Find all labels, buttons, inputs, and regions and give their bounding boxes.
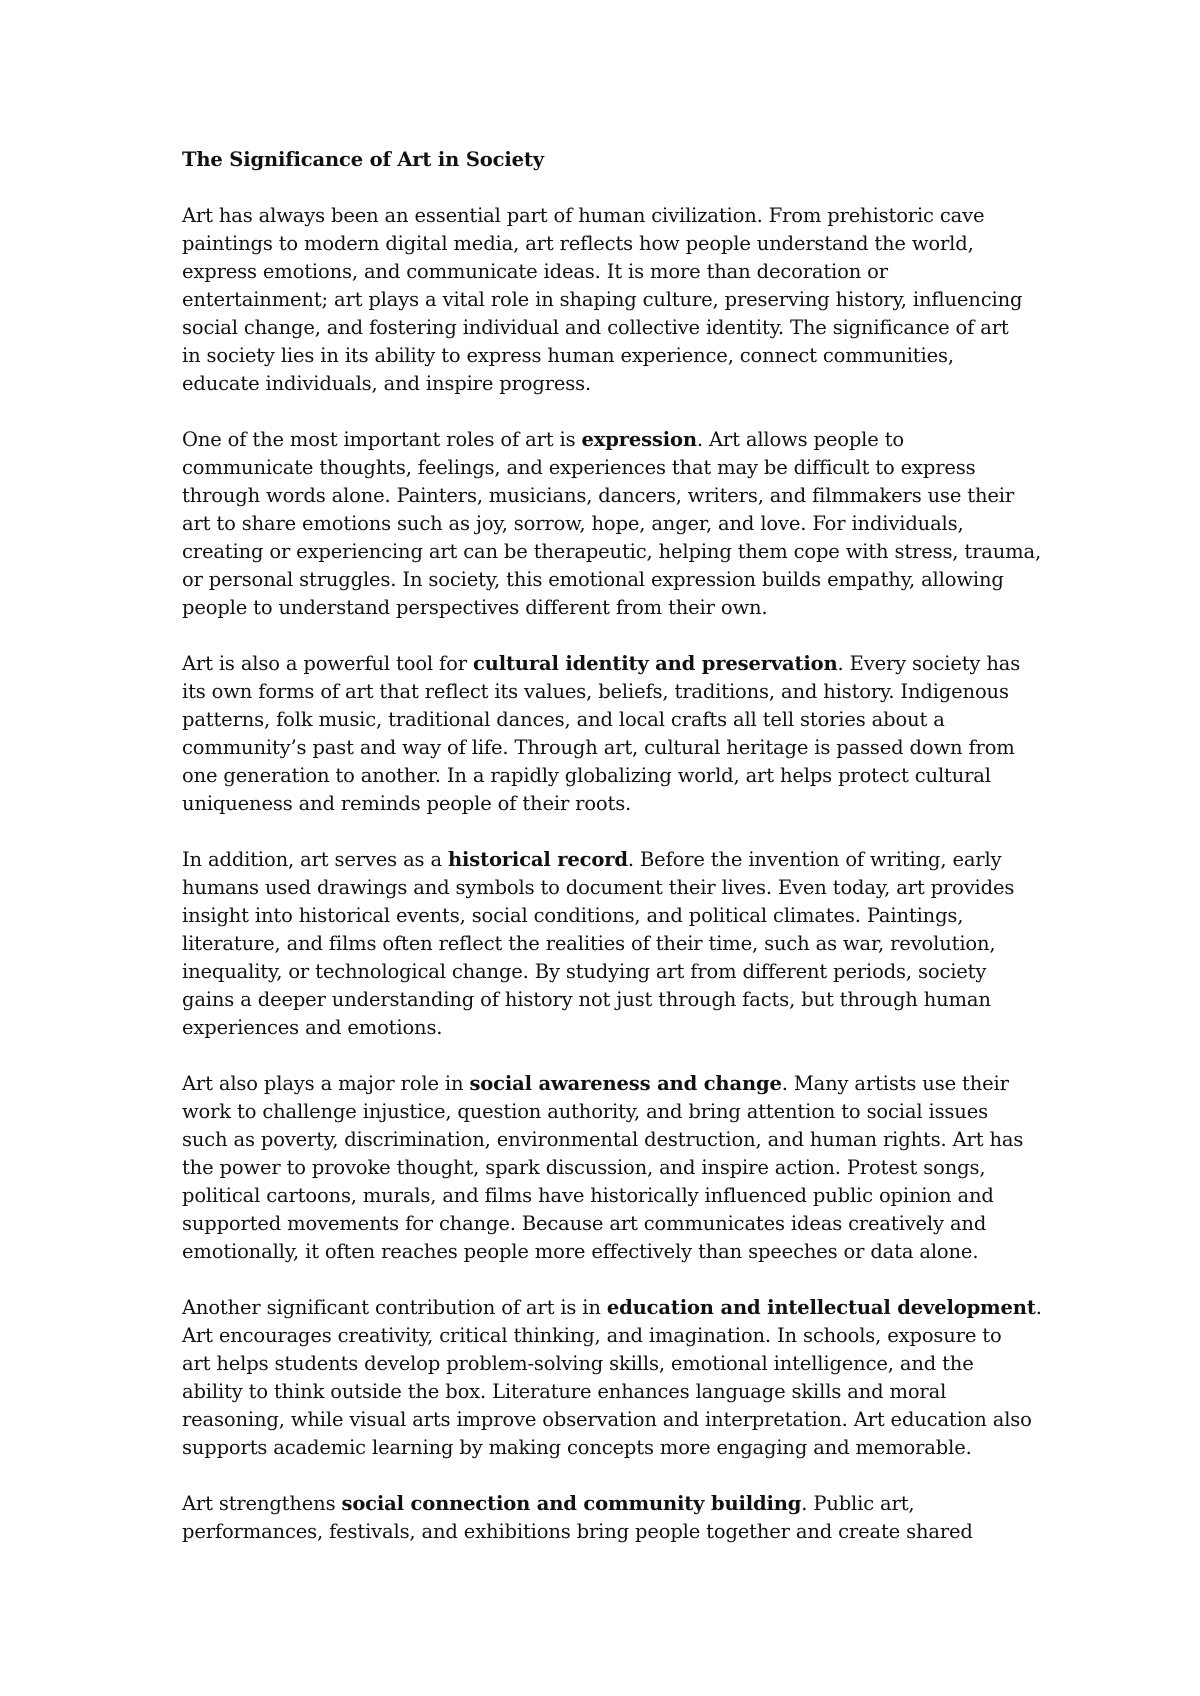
text-run: social change, and fostering individual and collective identity. The significance of art: [182, 316, 1009, 339]
text-run: performances, festivals, and exhibitions bring people together and create shared: [182, 1520, 973, 1543]
paragraph: [182, 846, 1042, 1042]
text-run: such as poverty, discrimination, environmental destruction, and human rights. Art has: [182, 1128, 1024, 1151]
text-run: art helps students develop problem-solving skills, emotional intelligence, and the: [182, 1352, 974, 1375]
text-run: .: [1035, 1296, 1042, 1319]
text-run: supported movements for change. Because art communicates ideas creatively and: [182, 1212, 987, 1235]
text-line: [182, 286, 1042, 314]
text-run: community’s past and way of life. Through art, cultural heritage is passed down from: [182, 736, 1015, 759]
text-line: [182, 678, 1042, 706]
text-line: [182, 1322, 1042, 1350]
text-line: [182, 874, 1042, 902]
text-line: [182, 1518, 1042, 1546]
text-run: uniqueness and reminds people of their roots.: [182, 792, 632, 815]
text-run: insight into historical events, social conditions, and political climates. Paintings,: [182, 904, 964, 927]
bold-phrase: cultural identity and preservation: [472, 652, 838, 675]
text-line: [182, 1406, 1042, 1434]
text-line: [182, 930, 1042, 958]
text-line: [182, 314, 1042, 342]
text-run: gains a deeper understanding of history not just through facts, but through human: [182, 988, 991, 1011]
bold-phrase: social connection and community building: [341, 1492, 802, 1515]
text-run: entertainment; art plays a vital role in shaping culture, preserving history, influencing: [182, 288, 1023, 311]
text-run: creating or experiencing art can be therapeutic, helping them cope with stress, trauma,: [182, 540, 1042, 563]
text-line: [182, 202, 1042, 230]
text-run: people to understand perspectives different from their own.: [182, 596, 768, 619]
text-line: [182, 1070, 1042, 1098]
text-line: [182, 1126, 1042, 1154]
text-line: [182, 482, 1042, 510]
bold-phrase: education and intellectual development: [606, 1296, 1036, 1319]
text-line: [182, 706, 1042, 734]
text-run: Art strengthens: [182, 1492, 342, 1515]
text-run: One of the most important roles of art is: [182, 428, 582, 451]
text-run: political cartoons, murals, and films have historically influenced public opinion and: [182, 1184, 994, 1207]
paragraph-list: [182, 202, 1042, 1546]
text-line: [182, 1434, 1042, 1462]
text-line: [182, 1182, 1042, 1210]
text-line: [182, 650, 1042, 678]
text-run: . Many artists use their: [781, 1072, 1009, 1095]
text-run: paintings to modern digital media, art reflects how people understand the world,: [182, 232, 974, 255]
text-run: Art has always been an essential part of human civilization. From prehistoric cave: [182, 204, 985, 227]
text-run: or personal struggles. In society, this emotional expression builds empathy, allowing: [182, 568, 1004, 591]
text-run: literature, and films often reflect the realities of their time, such as war, revolution,: [182, 932, 996, 955]
text-line: [182, 230, 1042, 258]
text-run: work to challenge injustice, question authority, and bring attention to social issues: [182, 1100, 988, 1123]
bold-phrase: expression: [581, 428, 697, 451]
text-run: its own forms of art that reflect its values, beliefs, traditions, and history. Indigenous: [182, 680, 1009, 703]
text-run: Art also plays a major role in: [182, 1072, 470, 1095]
text-run: communicate thoughts, feelings, and experiences that may be difficult to express: [182, 456, 976, 479]
text-line: [182, 566, 1042, 594]
text-line: [182, 1294, 1042, 1322]
text-run: Another significant contribution of art is in: [182, 1296, 607, 1319]
text-line: [182, 426, 1042, 454]
text-line: [182, 986, 1042, 1014]
text-line: [182, 1014, 1042, 1042]
text-line: [182, 846, 1042, 874]
text-run: supports academic learning by making concepts more engaging and memorable.: [182, 1436, 972, 1459]
paragraph: [182, 650, 1042, 818]
paragraph: [182, 1070, 1042, 1266]
text-line: [182, 1098, 1042, 1126]
text-line: [182, 958, 1042, 986]
bold-phrase: social awareness and change: [469, 1072, 782, 1095]
text-line: [182, 902, 1042, 930]
text-line: [182, 1154, 1042, 1182]
text-run: through words alone. Painters, musicians, dancers, writers, and filmmakers use their: [182, 484, 1015, 507]
text-run: the power to provoke thought, spark discussion, and inspire action. Protest songs,: [182, 1156, 986, 1179]
text-run: . Art allows people to: [696, 428, 904, 451]
text-run: express emotions, and communicate ideas. It is more than decoration or: [182, 260, 888, 283]
text-run: educate individuals, and inspire progress.: [182, 372, 592, 395]
text-run: emotionally, it often reaches people more effectively than speeches or data alone.: [182, 1240, 979, 1263]
text-run: patterns, folk music, traditional dances, and local crafts all tell stories about a: [182, 708, 945, 731]
text-line: [182, 1378, 1042, 1406]
text-run: one generation to another. In a rapidly globalizing world, art helps protect cultural: [182, 764, 991, 787]
text-line: [182, 538, 1042, 566]
text-run: reasoning, while visual arts improve observation and interpretation. Art education also: [182, 1408, 1032, 1431]
text-line: [182, 258, 1042, 286]
paragraph: [182, 202, 1042, 398]
text-line: [182, 594, 1042, 622]
text-line: [182, 790, 1042, 818]
text-line: [182, 454, 1042, 482]
text-run: experiences and emotions.: [182, 1016, 443, 1039]
text-run: . Public art,: [801, 1492, 915, 1515]
paragraph: [182, 426, 1042, 622]
text-line: [182, 762, 1042, 790]
paragraph: [182, 1294, 1042, 1462]
text-run: in society lies in its ability to express human experience, connect communities,: [182, 344, 954, 367]
paragraph: [182, 1490, 1042, 1546]
text-line: [182, 1350, 1042, 1378]
bold-phrase: historical record: [447, 848, 628, 871]
text-line: [182, 1490, 1042, 1518]
document-body: [182, 146, 1042, 1574]
text-line: [182, 510, 1042, 538]
text-line: [182, 370, 1042, 398]
document-title: The Significance of Art in Society: [182, 148, 544, 171]
text-run: ability to think outside the box. Literature enhances language skills and moral: [182, 1380, 947, 1403]
text-run: Art is also a powerful tool for: [182, 652, 473, 675]
text-line: [182, 1238, 1042, 1266]
text-run: . Before the invention of writing, early: [627, 848, 1002, 871]
text-run: inequality, or technological change. By studying art from different periods, society: [182, 960, 987, 983]
text-line: [182, 1210, 1042, 1238]
text-run: . Every society has: [837, 652, 1021, 675]
text-line: [182, 734, 1042, 762]
text-run: humans used drawings and symbols to document their lives. Even today, art provides: [182, 876, 1015, 899]
text-line: [182, 342, 1042, 370]
text-run: In addition, art serves as a: [182, 848, 448, 871]
text-run: art to share emotions such as joy, sorrow, hope, anger, and love. For individuals,: [182, 512, 964, 535]
text-run: Art encourages creativity, critical thinking, and imagination. In schools, exposure to: [182, 1324, 1002, 1347]
